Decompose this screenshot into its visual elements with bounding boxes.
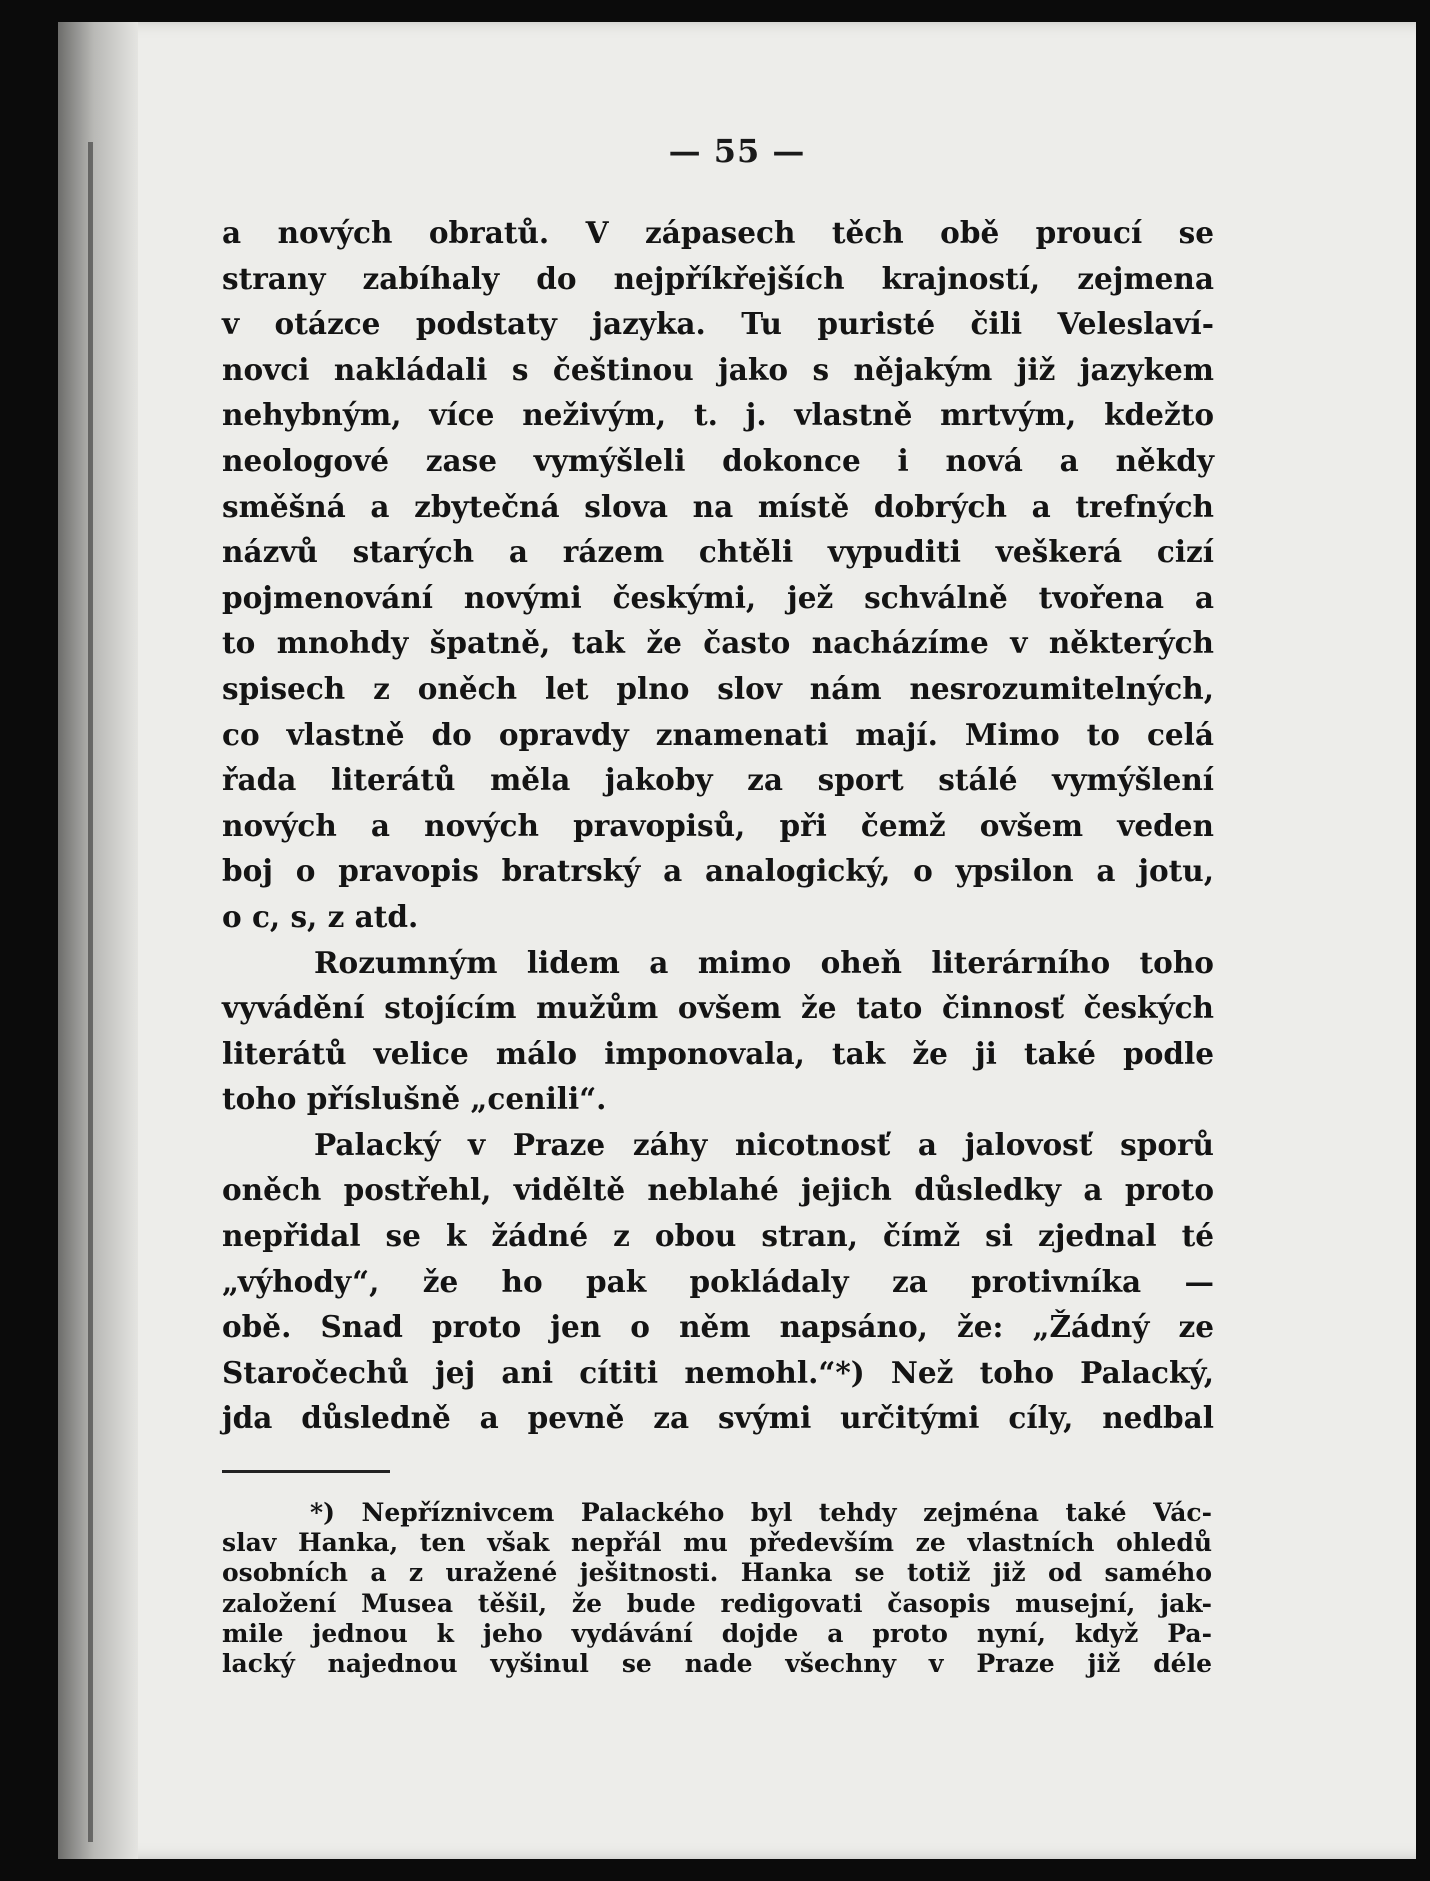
book-spine-shadow xyxy=(58,22,138,1859)
body-text-line: „výhody“, že ho pak pokládaly za protivníka — xyxy=(222,1263,1214,1299)
body-text-line: obě. Snad proto jen o něm napsáno, že: „Žádný ze xyxy=(222,1309,1214,1345)
footnote-line: *) Nepříznivcem Palackého byl tehdy zejména také Vác- xyxy=(310,1498,1212,1527)
body-text-line: strany zabíhaly do nejpříkřejších krajností, zejmena xyxy=(222,260,1214,296)
body-text-line: pojmenování novými českými, jež schválně tvořena a xyxy=(222,579,1214,615)
body-text-line: směšná a zbytečná slova na místě dobrých a trefných xyxy=(222,488,1214,524)
body-text-line: Palacký v Praze záhy nicotnosť a jalovosť sporů xyxy=(314,1126,1214,1162)
body-text-line: nehybným, více neživým, t. j. vlastně mrtvým, kdežto xyxy=(222,397,1214,433)
body-text-line: v otázce podstaty jazyka. Tu puristé čili Veleslaví- xyxy=(222,306,1214,342)
body-text xyxy=(222,210,1214,1441)
footnote-text xyxy=(222,1498,1212,1679)
body-text-line: řada literátů měla jakoby za sport stálé vymýšlení xyxy=(222,762,1214,798)
footnote-separator-rule xyxy=(222,1470,390,1473)
page-number: — 55 — xyxy=(668,132,806,170)
footnote-line: osobních a z uražené ješitnosti. Hanka se totiž již od samého xyxy=(222,1558,1212,1588)
body-text-line: jda důsledně a pevně za svými určitými cíly, nedbal xyxy=(222,1400,1214,1436)
body-text-line: neologové zase vymýšleli dokonce i nová a někdy xyxy=(222,442,1214,478)
footnote-line: slav Hanka, ten však nepřál mu především ze vlastních ohledů xyxy=(222,1528,1212,1558)
footnote-line: mile jednou k jeho vydávání dojde a proto nyní, když Pa- xyxy=(222,1618,1212,1648)
body-text-line: novci nakládali s češtinou jako s nějakým již jazykem xyxy=(222,351,1214,387)
footnote-line: lacký najednou vyšinul se nade všechny v Praze již déle xyxy=(222,1649,1212,1679)
body-text-line: Rozumným lidem a mimo oheň literárního toho xyxy=(314,944,1214,980)
body-text-line: to mnohdy špatně, tak že často nacházíme v některých xyxy=(222,625,1214,661)
body-text-line: názvů starých a rázem chtěli vypuditi veškerá cizí xyxy=(222,534,1214,570)
body-text-line: Staročechů jej ani cítiti nemohl.“*) Než toho Palacký, xyxy=(222,1354,1214,1390)
footnote-line: založení Musea těšil, že bude redigovati časopis musejní, jak- xyxy=(222,1588,1212,1618)
body-text-line: boj o pravopis bratrský a analogický, o ypsilon a jotu, xyxy=(222,853,1214,889)
body-text-line: a nových obratů. V zápasech těch obě proucí se xyxy=(222,215,1214,250)
body-text-line: spisech z oněch let plno slov nám nesrozumitelných, xyxy=(222,670,1214,706)
body-text-line: o c, s, z atd. xyxy=(222,898,419,934)
body-text-line: vyvádění stojícím mužům ovšem že tato činnosť českých xyxy=(222,990,1214,1026)
spine-binding-line xyxy=(88,142,93,1842)
body-text-line: literátů velice málo imponovala, tak že ji také podle xyxy=(222,1035,1214,1071)
body-text-line: nepřidal se k žádné z obou stran, čímž si zjednal té xyxy=(222,1218,1214,1254)
body-text-line: nových a nových pravopisů, při čemž ovšem veden xyxy=(222,807,1214,843)
body-text-line: oněch postřehl, viděltě neblahé jejich důsledky a proto xyxy=(222,1172,1214,1208)
body-text-line: toho příslušně „cenili“. xyxy=(222,1081,607,1117)
body-text-line: co vlastně do opravdy znamenati mají. Mimo to celá xyxy=(222,716,1214,752)
